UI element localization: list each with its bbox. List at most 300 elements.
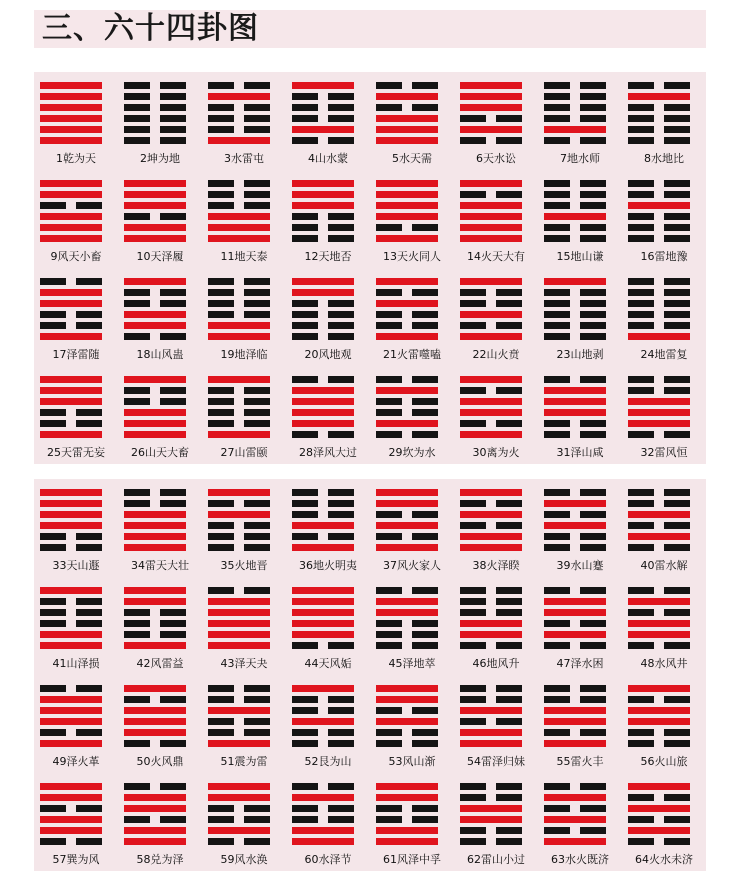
yang-bar (544, 126, 606, 133)
hexagram-label: 31泽山咸 (556, 446, 604, 459)
yang-line (124, 191, 186, 198)
yin-bar (124, 333, 150, 340)
yang-line (544, 278, 606, 285)
yin-bar (580, 289, 606, 296)
yin-bar (580, 544, 606, 551)
hexagram-card (202, 170, 286, 268)
hexagram-symbol (376, 587, 438, 650)
yang-bar (40, 213, 102, 220)
yin-bar (544, 202, 570, 209)
yin-line (460, 191, 522, 198)
yin-line (544, 805, 606, 812)
hexagram-card (118, 479, 202, 577)
yang-line (40, 224, 102, 231)
yang-line (460, 333, 522, 340)
hexagram-card (454, 170, 538, 268)
yin-bar (160, 93, 186, 100)
yin-line (124, 82, 186, 89)
yang-bar (460, 202, 522, 209)
yang-bar (208, 631, 270, 638)
yang-bar (40, 93, 102, 100)
yin-bar (76, 685, 102, 692)
yin-bar (544, 224, 570, 231)
yin-bar (412, 431, 438, 438)
hexagram-label: 2坤为地 (140, 152, 180, 165)
yin-bar (544, 685, 570, 692)
yang-bar (460, 805, 522, 812)
yin-line (544, 642, 606, 649)
yang-bar (124, 235, 186, 242)
yang-bar (628, 533, 690, 540)
yang-line (544, 794, 606, 801)
yin-bar (412, 322, 438, 329)
hexagram-symbol (40, 180, 102, 243)
yang-bar (292, 82, 354, 89)
yin-bar (664, 180, 690, 187)
yang-bar (40, 522, 102, 529)
yin-bar (244, 587, 270, 594)
yang-bar (628, 333, 690, 340)
yang-line (292, 620, 354, 627)
yin-bar (244, 838, 270, 845)
yang-line (124, 431, 186, 438)
yang-line (544, 740, 606, 747)
yin-bar (664, 322, 690, 329)
yin-line (544, 420, 606, 427)
yin-bar (460, 685, 486, 692)
yin-bar (328, 311, 354, 318)
yin-line (376, 431, 438, 438)
hexagram-symbol (40, 783, 102, 846)
hexagram-label: 34雷天大壮 (131, 559, 189, 572)
yang-bar (628, 202, 690, 209)
yin-bar (328, 816, 354, 823)
title-banner (34, 10, 706, 48)
yin-bar (412, 533, 438, 540)
hexagram-label: 28泽风大过 (299, 446, 357, 459)
yang-bar (124, 420, 186, 427)
hexagram-symbol (292, 278, 354, 341)
yin-bar (208, 289, 234, 296)
yin-bar (292, 311, 318, 318)
yin-line (460, 387, 522, 394)
hexagram-label: 6天水讼 (476, 152, 516, 165)
yin-bar (664, 794, 690, 801)
yang-line (40, 300, 102, 307)
yin-bar (208, 398, 234, 405)
yin-bar (76, 729, 102, 736)
yin-bar (208, 718, 234, 725)
yang-bar (124, 533, 186, 540)
hexagram-label: 51震为雷 (220, 755, 268, 768)
yin-bar (412, 409, 438, 416)
yin-bar (376, 816, 402, 823)
yin-bar (628, 126, 654, 133)
yin-bar (40, 620, 66, 627)
yang-bar (544, 740, 606, 747)
yin-bar (544, 289, 570, 296)
yang-line (376, 544, 438, 551)
yin-line (376, 289, 438, 296)
yin-bar (664, 740, 690, 747)
yin-bar (124, 137, 150, 144)
yin-line (460, 522, 522, 529)
yang-bar (124, 598, 186, 605)
yang-bar (292, 794, 354, 801)
yang-line (124, 729, 186, 736)
yin-line (544, 511, 606, 518)
yang-bar (628, 598, 690, 605)
yang-bar (208, 489, 270, 496)
yin-line (544, 224, 606, 231)
hexagram-symbol (628, 685, 690, 748)
yang-bar (376, 93, 438, 100)
yin-line (124, 489, 186, 496)
yang-bar (544, 522, 606, 529)
yang-bar (292, 180, 354, 187)
hexagram-card (34, 268, 118, 366)
yin-bar (160, 213, 186, 220)
yin-line (40, 838, 102, 845)
yin-bar (124, 115, 150, 122)
yin-bar (328, 213, 354, 220)
yang-bar (376, 213, 438, 220)
yang-bar (124, 838, 186, 845)
yin-line (124, 126, 186, 133)
hexagram-label: 27山雷颐 (220, 446, 268, 459)
yang-line (460, 409, 522, 416)
yin-bar (628, 300, 654, 307)
yin-bar (460, 718, 486, 725)
yin-bar (244, 289, 270, 296)
yin-bar (664, 126, 690, 133)
yang-bar (460, 333, 522, 340)
yin-bar (580, 300, 606, 307)
yang-line (544, 609, 606, 616)
yin-bar (496, 783, 522, 790)
hexagram-label: 59风水涣 (220, 853, 268, 866)
yang-line (40, 489, 102, 496)
hexagram-card (202, 577, 286, 675)
yin-bar (460, 827, 486, 834)
yin-bar (496, 322, 522, 329)
hexagram-label: 4山水蒙 (308, 152, 348, 165)
yin-bar (40, 322, 66, 329)
yin-line (124, 333, 186, 340)
yin-bar (124, 816, 150, 823)
yang-line (376, 202, 438, 209)
hexagram-symbol (460, 489, 522, 552)
yin-line (40, 202, 102, 209)
yin-line (460, 685, 522, 692)
yin-line (292, 511, 354, 518)
yin-bar (160, 500, 186, 507)
yin-bar (628, 696, 654, 703)
yin-bar (292, 93, 318, 100)
hexagram-card (286, 72, 370, 170)
yang-line (292, 191, 354, 198)
yang-bar (124, 224, 186, 231)
hexagram-label: 24地雷复 (640, 348, 688, 361)
yang-line (40, 104, 102, 111)
yin-line (124, 289, 186, 296)
yang-line (628, 420, 690, 427)
yin-bar (628, 500, 654, 507)
yang-line (40, 500, 102, 507)
yin-bar (292, 333, 318, 340)
yin-bar (628, 609, 654, 616)
yin-bar (460, 783, 486, 790)
hexagram-label: 57巽为风 (52, 853, 100, 866)
yin-bar (412, 642, 438, 649)
yang-bar (292, 838, 354, 845)
yin-bar (208, 180, 234, 187)
yin-line (544, 93, 606, 100)
yin-line (628, 609, 690, 616)
hexagram-symbol (292, 180, 354, 243)
yin-bar (544, 511, 570, 518)
yin-line (208, 82, 270, 89)
yang-bar (124, 376, 186, 383)
yin-bar (544, 783, 570, 790)
hexagram-symbol (544, 376, 606, 439)
yang-line (208, 631, 270, 638)
yin-bar (628, 431, 654, 438)
yang-line (124, 224, 186, 231)
yin-bar (412, 511, 438, 518)
yin-bar (160, 82, 186, 89)
hexagram-symbol (376, 82, 438, 145)
yin-line (376, 642, 438, 649)
yin-bar (328, 805, 354, 812)
yin-line (40, 278, 102, 285)
yang-line (460, 202, 522, 209)
yin-line (208, 202, 270, 209)
yang-bar (208, 783, 270, 790)
yin-bar (292, 137, 318, 144)
yin-line (460, 718, 522, 725)
yin-bar (244, 718, 270, 725)
yang-line (544, 718, 606, 725)
yang-bar (460, 126, 522, 133)
yin-bar (328, 489, 354, 496)
yang-line (292, 587, 354, 594)
yin-bar (664, 642, 690, 649)
yang-line (208, 511, 270, 518)
yin-bar (496, 794, 522, 801)
hexagram-symbol (40, 278, 102, 341)
hexagram-symbol (544, 278, 606, 341)
yin-line (628, 500, 690, 507)
hexagram-label: 15地山谦 (556, 250, 604, 263)
yin-bar (328, 431, 354, 438)
yang-line (544, 631, 606, 638)
yang-line (628, 511, 690, 518)
yin-bar (40, 420, 66, 427)
yang-line (628, 409, 690, 416)
yin-bar (40, 598, 66, 605)
yang-line (460, 398, 522, 405)
yin-bar (664, 137, 690, 144)
yin-line (460, 794, 522, 801)
yin-bar (208, 420, 234, 427)
yang-bar (40, 794, 102, 801)
yang-line (376, 500, 438, 507)
hexagram-symbol (40, 82, 102, 145)
yin-line (376, 587, 438, 594)
hexagram-label: 16雷地豫 (640, 250, 688, 263)
yin-bar (496, 500, 522, 507)
yang-line (208, 322, 270, 329)
hexagram-grid (34, 479, 706, 871)
yang-line (292, 794, 354, 801)
yin-bar (496, 300, 522, 307)
yin-bar (460, 587, 486, 594)
yin-line (544, 685, 606, 692)
yin-bar (544, 82, 570, 89)
yang-bar (460, 729, 522, 736)
yang-bar (376, 333, 438, 340)
yang-line (124, 805, 186, 812)
yang-bar (376, 420, 438, 427)
yin-bar (496, 685, 522, 692)
yang-bar (376, 235, 438, 242)
hexagram-symbol (292, 685, 354, 748)
yin-line (292, 642, 354, 649)
yang-line (124, 838, 186, 845)
yin-line (292, 805, 354, 812)
yin-line (208, 805, 270, 812)
yin-bar (76, 598, 102, 605)
yin-bar (496, 696, 522, 703)
hexagram-symbol (460, 82, 522, 145)
yin-bar (580, 783, 606, 790)
yin-bar (628, 544, 654, 551)
yin-bar (328, 137, 354, 144)
yang-line (628, 707, 690, 714)
hexagram-symbol (376, 180, 438, 243)
yin-line (628, 322, 690, 329)
yin-line (544, 311, 606, 318)
yin-line (628, 213, 690, 220)
hexagram-symbol (208, 278, 270, 341)
hexagram-symbol (460, 783, 522, 846)
yang-line (208, 93, 270, 100)
yang-line (628, 685, 690, 692)
yin-line (376, 631, 438, 638)
hexagram-card (454, 675, 538, 773)
yang-bar (460, 544, 522, 551)
yang-bar (124, 805, 186, 812)
yin-bar (496, 191, 522, 198)
yin-bar (292, 707, 318, 714)
yang-bar (292, 620, 354, 627)
yin-bar (160, 126, 186, 133)
yang-line (544, 387, 606, 394)
yang-bar (292, 191, 354, 198)
yin-line (292, 707, 354, 714)
yang-line (376, 696, 438, 703)
yang-bar (40, 500, 102, 507)
yin-line (208, 500, 270, 507)
yang-line (40, 387, 102, 394)
yang-bar (628, 783, 690, 790)
yin-bar (244, 311, 270, 318)
yin-line (628, 289, 690, 296)
yang-line (628, 783, 690, 790)
yang-line (544, 126, 606, 133)
yin-bar (412, 376, 438, 383)
hexagram-card (34, 577, 118, 675)
yin-bar (76, 322, 102, 329)
yin-line (628, 387, 690, 394)
yang-bar (460, 409, 522, 416)
yang-bar (376, 696, 438, 703)
yin-bar (292, 740, 318, 747)
yin-line (208, 311, 270, 318)
hexagram-card (118, 577, 202, 675)
yin-line (124, 620, 186, 627)
yin-bar (544, 115, 570, 122)
yang-bar (460, 816, 522, 823)
yin-line (544, 544, 606, 551)
yang-line (40, 126, 102, 133)
yin-bar (664, 838, 690, 845)
yin-bar (376, 620, 402, 627)
yang-bar (40, 816, 102, 823)
yang-line (208, 740, 270, 747)
yang-line (544, 522, 606, 529)
yin-line (628, 137, 690, 144)
yin-bar (376, 289, 402, 296)
yin-line (628, 224, 690, 231)
yin-line (124, 93, 186, 100)
yin-bar (628, 104, 654, 111)
yang-bar (208, 598, 270, 605)
yang-bar (292, 409, 354, 416)
yin-bar (580, 235, 606, 242)
yin-bar (664, 104, 690, 111)
yang-line (40, 587, 102, 594)
yin-line (628, 794, 690, 801)
hexagram-symbol (376, 783, 438, 846)
yin-line (628, 642, 690, 649)
hexagram-card (370, 479, 454, 577)
yang-line (544, 816, 606, 823)
yang-line (40, 522, 102, 529)
yang-line (208, 224, 270, 231)
yin-bar (328, 696, 354, 703)
yin-bar (208, 126, 234, 133)
yang-bar (40, 642, 102, 649)
yin-bar (244, 278, 270, 285)
yang-line (460, 180, 522, 187)
yin-bar (208, 544, 234, 551)
yang-line (124, 409, 186, 416)
yin-bar (328, 300, 354, 307)
hexagram-symbol (124, 278, 186, 341)
yin-bar (544, 696, 570, 703)
yang-bar (208, 224, 270, 231)
yin-bar (124, 783, 150, 790)
yin-line (628, 278, 690, 285)
yin-line (628, 816, 690, 823)
yin-bar (208, 387, 234, 394)
yang-bar (376, 783, 438, 790)
yin-bar (580, 696, 606, 703)
yin-line (628, 489, 690, 496)
yin-line (628, 180, 690, 187)
